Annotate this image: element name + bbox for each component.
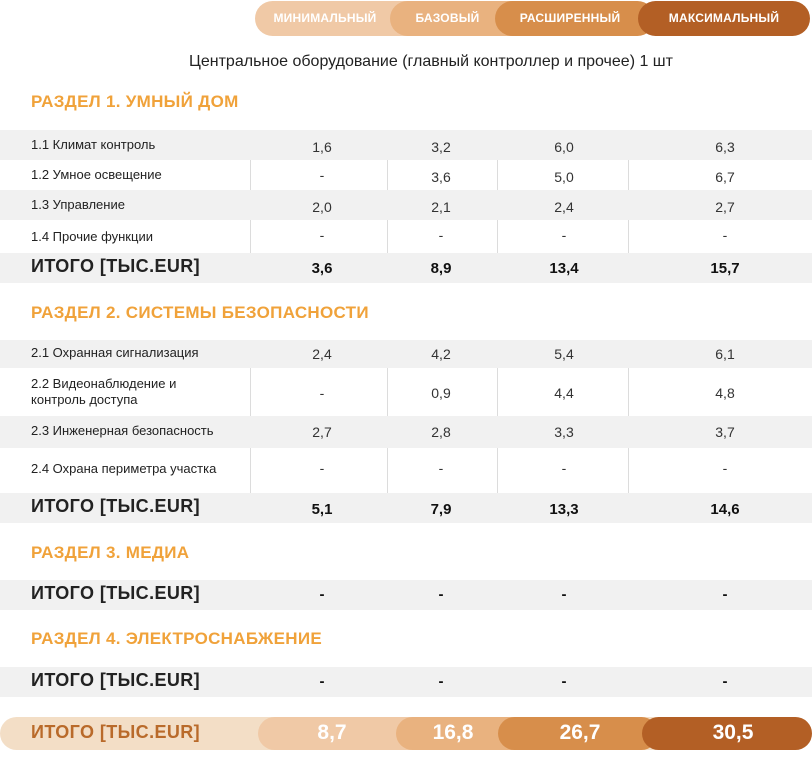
total-maximal: -	[722, 673, 728, 690]
table-row	[0, 416, 812, 448]
row-label	[31, 376, 176, 408]
total-extended: -	[561, 673, 567, 690]
table-row	[0, 190, 812, 220]
value-minimal: -	[319, 227, 325, 243]
value-basic: -	[438, 227, 444, 243]
total-label: ИТОГО [ТЫС.EUR]	[31, 583, 201, 603]
total-extended: -	[561, 586, 567, 603]
total-basic: 7,9	[430, 501, 452, 518]
tab-extended-label: РАСШИРЕННЫЙ	[519, 11, 621, 25]
value-maximal: 6,1	[715, 346, 735, 362]
value-extended: 4,4	[554, 385, 574, 401]
value-minimal: 2,7	[312, 424, 332, 440]
table-row	[0, 130, 812, 160]
table-row	[0, 448, 812, 492]
value-minimal: 1,6	[312, 139, 332, 155]
grand-total-minimal: 8,7	[317, 721, 347, 744]
equipment-subtitle: Центральное оборудование (главный контроллер и прочее) 1 шт	[189, 53, 673, 70]
value-basic: 4,2	[431, 346, 451, 362]
value-basic: 3,6	[431, 169, 451, 185]
value-extended: 2,4	[554, 199, 574, 215]
value-maximal: 2,7	[715, 199, 735, 215]
tab-maximal-label: МАКСИМАЛЬНЫЙ	[668, 11, 780, 25]
total-basic: -	[438, 673, 444, 690]
table-row	[0, 340, 812, 368]
value-minimal: -	[319, 385, 325, 401]
row-label: 1.3 Управление	[31, 197, 125, 212]
row-label: 2.3 Инженерная безопасность	[31, 423, 214, 438]
total-basic: 8,9	[430, 260, 452, 277]
tier-tabs	[255, 1, 810, 36]
row-label: 1.2 Умное освещение	[31, 167, 162, 182]
value-basic: 2,1	[431, 199, 451, 215]
total-minimal: -	[319, 586, 325, 603]
row-label: 2.4 Охрана периметра участка	[31, 461, 217, 476]
value-extended: -	[561, 227, 567, 243]
table-row	[0, 220, 812, 252]
total-minimal: 5,1	[311, 501, 333, 518]
row-label-line2: контроль доступа	[31, 392, 138, 407]
table-row	[0, 368, 812, 416]
section-total-row	[0, 667, 812, 697]
value-maximal: 4,8	[715, 385, 735, 401]
value-extended: 6,0	[554, 139, 574, 155]
section-4-title: РАЗДЕЛ 4. ЭЛЕКТРОСНАБЖЕНИЕ	[31, 629, 322, 648]
total-label: ИТОГО [ТЫС.EUR]	[31, 256, 201, 276]
total-basic: -	[438, 586, 444, 603]
total-label: ИТОГО [ТЫС.EUR]	[31, 496, 201, 516]
value-basic: 3,2	[431, 139, 451, 155]
section-1-title: РАЗДЕЛ 1. УМНЫЙ ДОМ	[31, 92, 239, 111]
tab-maximal[interactable]	[638, 1, 810, 36]
row-label: 1.1 Климат контроль	[31, 137, 156, 152]
total-label: ИТОГО [ТЫС.EUR]	[31, 670, 201, 690]
value-maximal: -	[722, 227, 728, 243]
tab-extended[interactable]	[495, 1, 655, 36]
section-total-row	[0, 580, 812, 610]
section-3-title: РАЗДЕЛ 3. МЕДИА	[31, 543, 190, 562]
value-minimal: 2,0	[312, 199, 332, 215]
value-maximal: 6,7	[715, 169, 735, 185]
tab-basic-label: БАЗОВЫЙ	[415, 11, 480, 25]
total-extended: 13,3	[549, 501, 579, 518]
grand-total-basic: 16,8	[432, 721, 474, 744]
row-label: 1.4 Прочие функции	[31, 229, 153, 244]
section-total-row	[0, 493, 812, 523]
section-total-row	[0, 253, 812, 283]
row-label: 2.1 Охранная сигнализация	[31, 345, 199, 360]
total-minimal: -	[319, 673, 325, 690]
value-extended: 3,3	[554, 424, 574, 440]
value-maximal: -	[722, 460, 728, 476]
value-extended: 5,0	[554, 169, 574, 185]
value-extended: 5,4	[554, 346, 574, 362]
grand-total-extended: 26,7	[559, 721, 601, 744]
value-minimal: -	[319, 167, 325, 183]
value-basic: -	[438, 460, 444, 476]
value-basic: 0,9	[431, 385, 451, 401]
value-extended: -	[561, 460, 567, 476]
total-minimal: 3,6	[311, 260, 333, 277]
value-maximal: 3,7	[715, 424, 735, 440]
value-basic: 2,8	[431, 424, 451, 440]
table-row	[0, 160, 812, 190]
tab-minimal-label: МИНИМАЛЬНЫЙ	[273, 11, 377, 25]
value-minimal: -	[319, 460, 325, 476]
grand-total-label: ИТОГО [ТЫС.EUR]	[31, 722, 201, 742]
section-2-title: РАЗДЕЛ 2. СИСТЕМЫ БЕЗОПАСНОСТИ	[31, 303, 369, 322]
total-maximal: -	[722, 586, 728, 603]
total-extended: 13,4	[549, 260, 579, 277]
total-maximal: 14,6	[710, 501, 740, 518]
row-label-line1: 2.2 Видеонаблюдение и	[31, 376, 177, 391]
value-minimal: 2,4	[312, 346, 332, 362]
grand-total-maximal: 30,5	[712, 721, 754, 744]
total-maximal: 15,7	[710, 260, 740, 277]
value-maximal: 6,3	[715, 139, 735, 155]
grand-total-bar	[0, 717, 812, 750]
